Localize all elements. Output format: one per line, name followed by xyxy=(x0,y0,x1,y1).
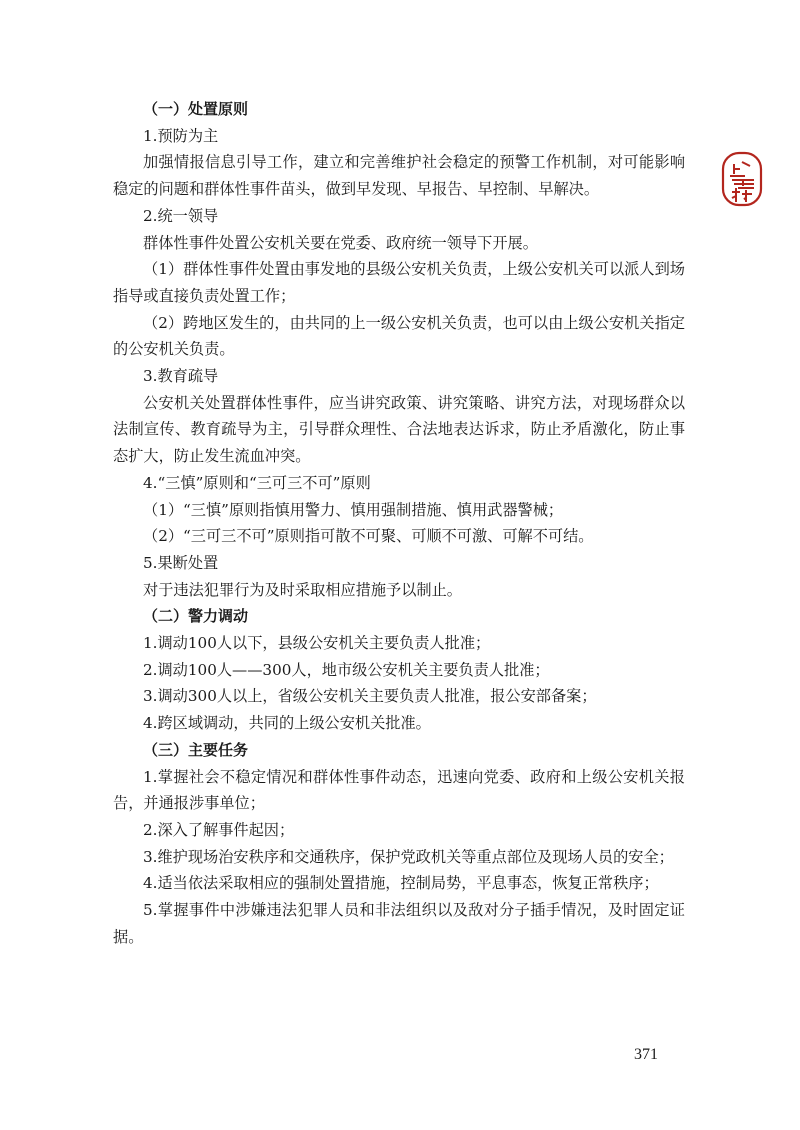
list-item: （2）“三可三不可”原则指可散不可聚、可顺不可激、可解不可结。 xyxy=(143,527,594,546)
list-item: 4.跨区域调动，共同的上级公安机关批准。 xyxy=(143,714,431,733)
paragraph: （1）群体性事件处置由事发地的县级公安机关负责，上级公安机关可以派人到场指导或直接负责处置工作； xyxy=(113,260,685,305)
list-item: （1）“三慎”原则指慎用警力、慎用强制措施、慎用武器警械； xyxy=(143,500,564,519)
list-item: 5.果断处置 xyxy=(143,553,219,572)
list-item: 对于违法犯罪行为及时采取相应措施予以制止。 xyxy=(143,580,462,599)
list-item: 4.适当依法采取相应的强制处置措施，控制局势，平息事态，恢复正常秩序； xyxy=(143,874,659,893)
page-number: 371 xyxy=(634,1046,658,1063)
list-item: 1.预防为主 xyxy=(143,126,219,145)
section-heading: （三）主要任务 xyxy=(143,740,249,759)
list-item: 群体性事件处置公安机关要在党委、政府统一领导下开展。 xyxy=(143,233,538,252)
document-body xyxy=(113,96,685,951)
seal-stamp-icon xyxy=(720,150,764,208)
section-heading: （一）处置原则 xyxy=(143,100,249,118)
paragraph: 加强情报信息引导工作，建立和完善维护社会稳定的预警工作机制，对可能影响稳定的问题和群体性事件苗头，做到早发现、早报告、早控制、早解决。 xyxy=(113,153,685,199)
paragraph: 公安机关处置群体性事件，应当讲究政策、讲究策略、讲究方法，对现场群众以法制宣传、教育疏导为主，引导群众理性、合法地表达诉求，防止矛盾激化，防止事态扩大，防止发生流血冲突。 xyxy=(113,393,685,466)
list-item: 2.深入了解事件起因； xyxy=(143,820,295,839)
list-item: 3.教育疏导 xyxy=(143,367,219,386)
list-item: 2.调动100人——300人，地市级公安机关主要负责人批准； xyxy=(143,660,550,679)
paragraph: 1.掌握社会不稳定情况和群体性事件动态，迅速向党委、政府和上级公安机关报告，并通报涉事单位； xyxy=(113,767,685,813)
section-heading: （二）警力调动 xyxy=(143,607,249,626)
paragraph: 5.掌握事件中涉嫌违法犯罪人员和非法组织以及敌对分子插手情况，及时固定证据。 xyxy=(113,901,685,946)
paragraph: （2）跨地区发生的，由共同的上一级公安机关负责，也可以由上级公安机关指定的公安机关负责。 xyxy=(113,313,685,359)
list-item: 4.“三慎”原则和“三可三不可”原则 xyxy=(143,473,371,492)
list-item: 1.调动100人以下，县级公安机关主要负责人批准； xyxy=(143,634,491,653)
paragraph: 3.维护现场治安秩序和交通秩序，保护党政机关等重点部位及现场人员的安全； xyxy=(143,847,674,866)
list-item: 3.调动300人以上，省级公安机关主要负责人批准，报公安部备案； xyxy=(143,687,597,706)
list-item: 2.统一领导 xyxy=(143,206,219,225)
